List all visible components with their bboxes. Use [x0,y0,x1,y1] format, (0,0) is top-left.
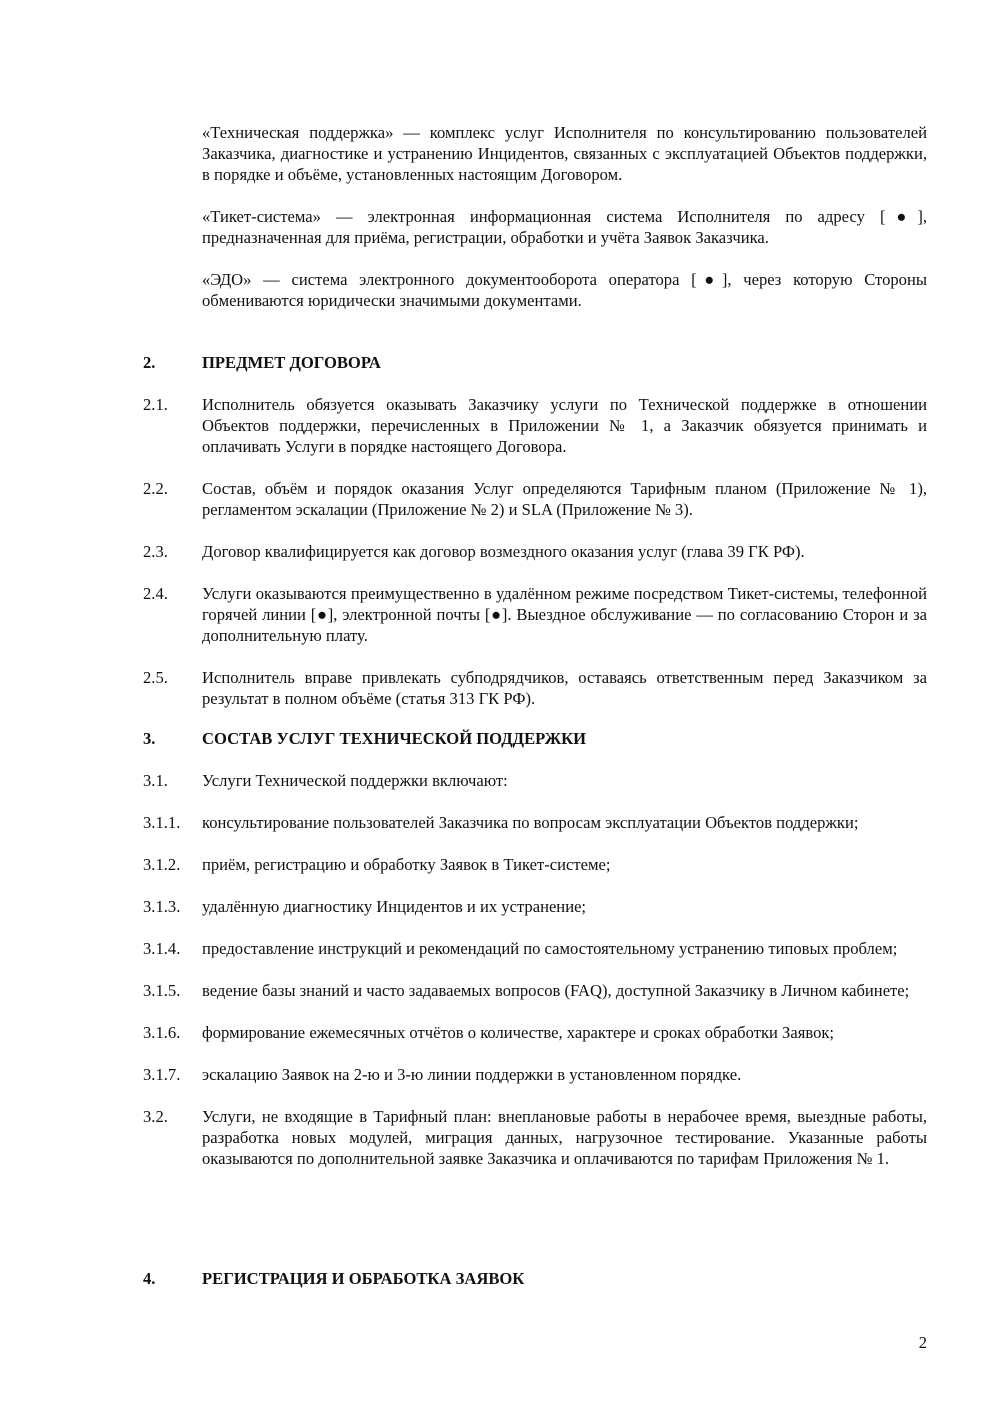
clause-text: консультирование пользователей Заказчика по вопросам эксплуатации Объектов поддержки; [202,813,859,832]
clause [143,1022,927,1043]
clause [143,812,927,833]
section-4 [143,1268,927,1289]
clause-text: Услуги, не входящие в Тарифный план: внеплановые работы в нерабочее время, выездные работы, разработка новых модулей, миграция данных, нагрузочное тестирование. Указанные работы оказываются по дополнительной заявке Заказчика и оплачиваются по тарифам Приложения № 1. [202,1107,927,1168]
definition-edo: «ЭДО» — система электронного документооборота оператора [●], через которую Стороны обмениваются юридически значимыми документами. [202,270,927,310]
clause-number: 2.4. [143,584,168,603]
clause-number: 2.1. [143,395,168,414]
definition-technical-support: «Техническая поддержка» — комплекс услуг Исполнителя по консультированию пользователей Заказчика, диагностике и устранению Инцидентов, связанных с эксплуатацией Объектов поддержки, в порядке и объёме, установленных настоящим Договором. [202,123,927,184]
clause-text: Договор квалифицируется как договор возмездного оказания услуг (глава 39 ГК РФ). [202,542,805,561]
clause-text: Услуги Технической поддержки включают: [202,771,508,790]
section-heading [143,1268,927,1289]
clause [143,478,927,520]
clause-number: 3.1.1. [143,813,181,832]
clause [143,667,927,709]
clause [143,896,927,917]
clause-text: формирование ежемесячных отчётов о количестве, характере и сроках обработки Заявок; [202,1023,835,1042]
definitions-block [202,122,927,332]
clause [143,1064,927,1085]
clause-text: эскалацию Заявок на 2-ю и 3-ю линии поддержки в установленном порядке. [202,1065,742,1084]
clause [143,938,927,959]
clause-text: удалённую диагностику Инцидентов и их устранение; [202,897,587,916]
clause-number: 2.2. [143,479,168,498]
clause [143,854,927,875]
section-title: СОСТАВ УСЛУГ ТЕХНИЧЕСКОЙ ПОДДЕРЖКИ [202,729,587,748]
definition-ticket-system: «Тикет-система» — электронная информационная система Исполнителя по адресу [●], предназначенная для приёма, регистрации, обработки и учёта Заявок Заказчика. [202,207,927,247]
section-number: 2. [143,353,156,372]
section-number: 3. [143,729,156,748]
clause [143,1106,927,1169]
clause-text: приём, регистрацию и обработку Заявок в Тикет-системе; [202,855,611,874]
section-heading [143,728,927,749]
clause-number: 3.1.3. [143,897,181,916]
clause-text: предоставление инструкций и рекомендаций по самостоятельному устранению типовых проблем; [202,939,898,958]
clause-number: 3.1.5. [143,981,181,1000]
clause [143,980,927,1001]
page-number: 2 [918,1333,927,1352]
clause-number: 2.5. [143,668,168,687]
clause-text: Услуги оказываются преимущественно в удалённом режиме посредством Тикет-системы, телефонной горячей линии [●], электронной почты [●]. Выездное обслуживание — по согласованию Сторон и за дополнительную плату. [202,584,927,645]
clause-text: ведение базы знаний и часто задаваемых вопросов (FAQ), доступной Заказчику в Личном кабинете; [202,981,910,1000]
section-2 [143,352,927,709]
clause-number: 3.1. [143,771,168,790]
section-number: 4. [143,1269,156,1288]
clause [143,770,927,791]
clause-number: 3.1.2. [143,855,181,874]
clause-number: 3.1.6. [143,1023,181,1042]
section-title: ПРЕДМЕТ ДОГОВОРА [202,353,381,372]
section-title: РЕГИСТРАЦИЯ И ОБРАБОТКА ЗАЯВОК [202,1269,525,1288]
section-3 [143,728,927,1169]
clause-text: Исполнитель вправе привлекать субподрядчиков, оставаясь ответственным перед Заказчиком за результат в полном объёме (статья 313 ГК РФ). [202,668,927,708]
clause [143,541,927,562]
section-heading [143,352,927,373]
clause-text: Исполнитель обязуется оказывать Заказчику услуги по Технической поддержке в отношении Объектов поддержки, перечисленных в Приложении № 1, а Заказчик обязуется принимать и оплачивать Услуги в порядке настоящего Договора. [202,395,927,456]
clause-number: 3.1.4. [143,939,181,958]
clause [143,583,927,646]
clause-text: Состав, объём и порядок оказания Услуг определяются Тарифным планом (Приложение № 1), регламентом эскалации (Приложение № 2) и SLA (Приложение № 3). [202,479,927,519]
clause-number: 3.1.7. [143,1065,181,1084]
clause [143,394,927,457]
clause-number: 3.2. [143,1107,168,1126]
clause-number: 2.3. [143,542,168,561]
